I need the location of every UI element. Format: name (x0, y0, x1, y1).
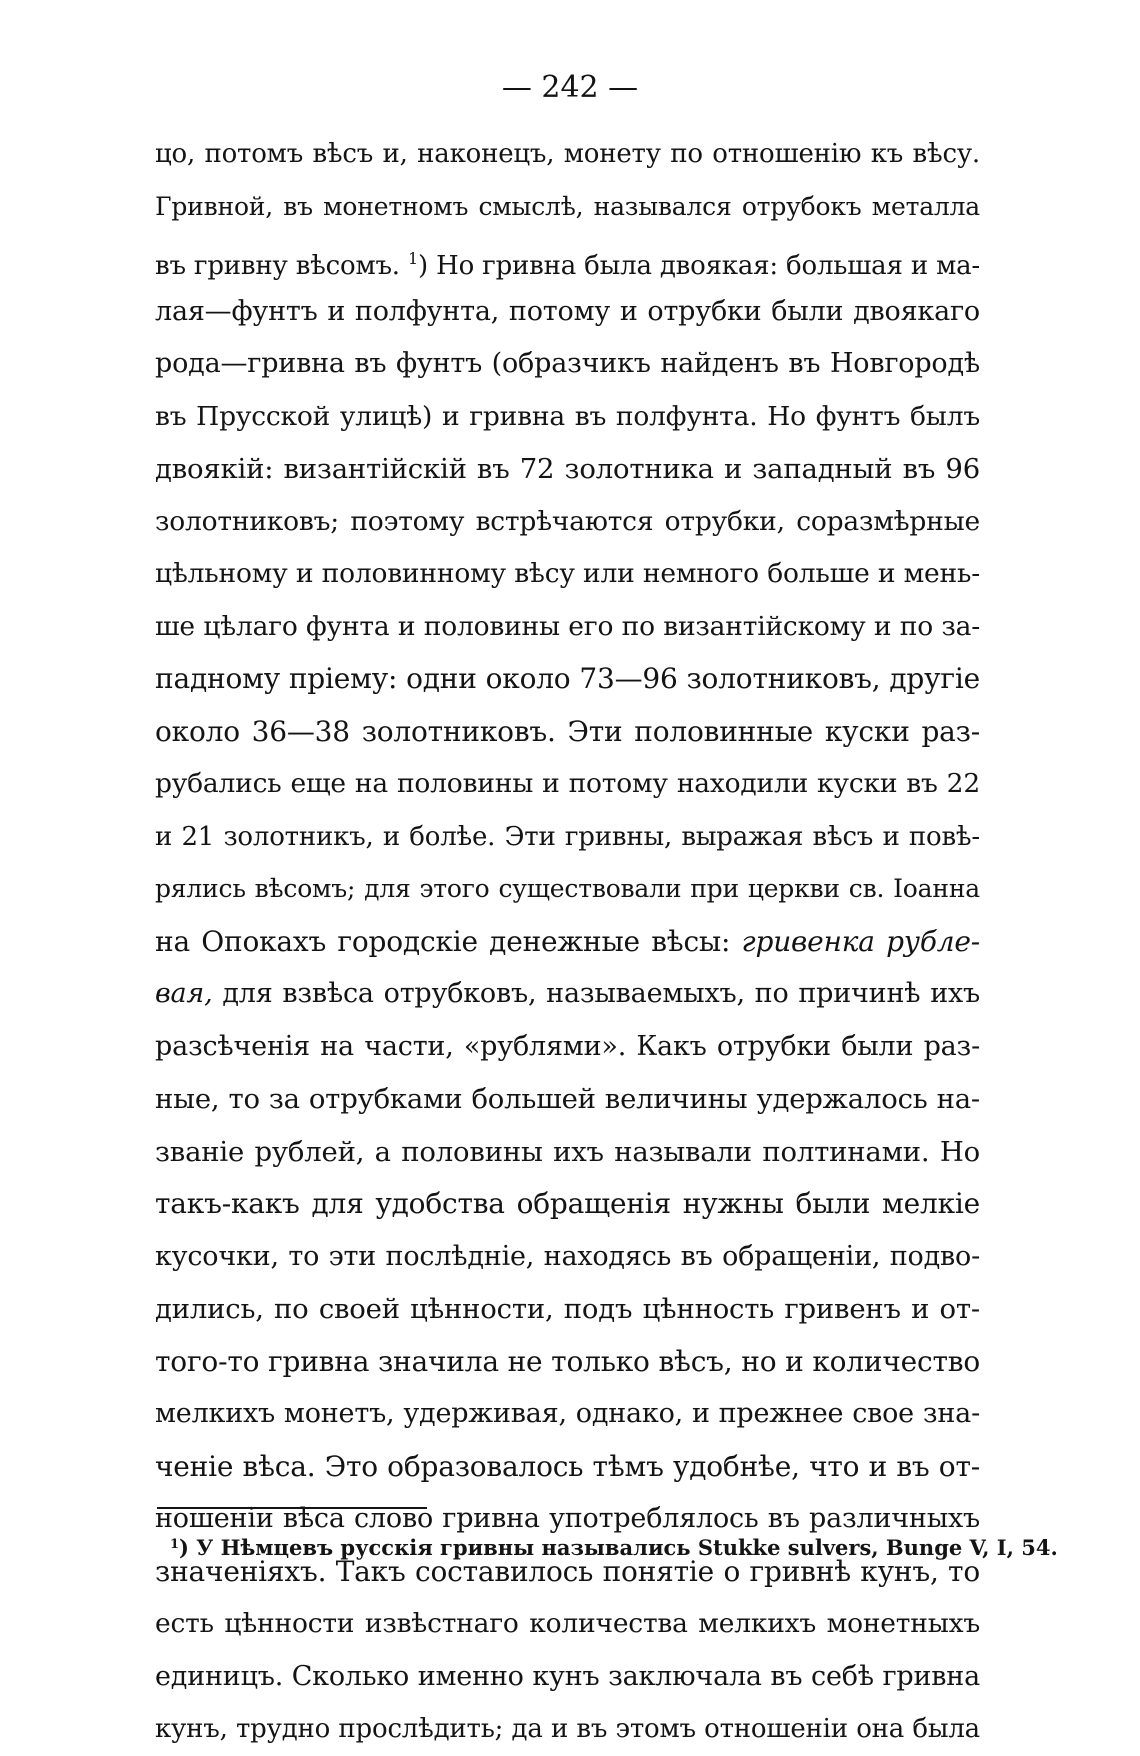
text-line: ношеніи вѣса слово гривна употреблялось въ различныхъ (155, 1503, 980, 1534)
text-line: рубались еще на половины и потому находили куски въ 22 (155, 768, 980, 799)
text-line: Гривной, въ монетномъ смыслѣ, назывался отрубокъ металла (155, 191, 980, 221)
text-line: золотниковъ; поэтому встрѣчаются отрубки, соразмѣрные (155, 505, 980, 537)
text-segment: въ гривну вѣсомъ. (155, 251, 400, 281)
text-line: лая—фунтъ и полфунта, потому и отрубки были двоякаго (155, 295, 980, 327)
text-segment: на Опокахъ городскіе денежные вѣсы: (155, 924, 731, 958)
footnote-text: У Нѣмцевъ русскія гривны назывались Stukke sulvers, Bunge V, I, 54. (196, 1535, 1058, 1560)
text-line: того-то гривна значила не только вѣсъ, но и количество (155, 1344, 980, 1378)
footnote-reference: 1 (408, 249, 419, 268)
text-line: въ Прусской улицѣ) и гривна въ полфунта. Но фунтъ былъ (155, 400, 980, 432)
text-line: есть цѣнности извѣстнаго количества мелкихъ монетныхъ (155, 1608, 980, 1639)
footnote-divider (157, 1507, 427, 1509)
text-line: разсѣченія на части, «рублями». Какъ отрубки были раз- (155, 1030, 980, 1062)
text-line: такъ-какъ для удобства обращенія нужны были мелкіе (155, 1187, 980, 1220)
text-line: ные, то за отрубками большей величины удержалось на- (155, 1083, 980, 1115)
text-segment: для взвѣса отрубковъ, называемыхъ, по причинѣ ихъ (222, 978, 980, 1009)
footnote-marker: 1 (170, 1537, 180, 1552)
text-line: званіе рублей, а половины ихъ называли полтинами. Но (155, 1135, 980, 1168)
text-line: ше цѣлаго фунта и половины его по византійскому и по за- (155, 610, 980, 642)
text-line: цѣльному и половинному вѣсу или немного больше и мень- (155, 558, 980, 589)
text-line: въ гривну вѣсомъ. $^1$) Но гривна была двоякая: большая и ма- (155, 249, 980, 281)
italic-term: вая, (155, 978, 213, 1009)
text-line (155, 968, 980, 1021)
text-line: ченіе вѣса. Это образовалось тѣмъ удобнѣе, что и въ от- (155, 1449, 980, 1483)
text-line: мелкихъ монетъ, удерживая, однако, и прежнее свое зна- (155, 1398, 980, 1429)
text-line: кусочки, то эти послѣдніе, находясь въ обращеніи, подво- (155, 1240, 980, 1272)
text-line: падному пріему: одни около 73—96 золотниковъ, другіе (155, 662, 980, 695)
text-line: рялись вѣсомъ; для этого существовали при церкви св. Іоанна (155, 874, 980, 903)
text-line: дились, по своей цѣнности, подъ цѣнность гривенъ и от- (155, 1293, 980, 1325)
text-line: значеніяхъ. Такъ составилось понятіе о гривнѣ кунъ, то (155, 1554, 980, 1588)
text-line: рода—гривна въ фунтъ (образчикъ найденъ въ Новгородѣ (155, 348, 980, 379)
text-line: кунъ, трудно прослѣдить; да и въ этомъ отношеніи она была (155, 1714, 980, 1744)
text-line: около 36—38 золотниковъ. Эти половинные куски раз- (155, 714, 980, 748)
text-line (155, 916, 980, 969)
italic-term: гривенка рубле- (741, 924, 980, 958)
page-number: — 242 — (501, 70, 639, 105)
text-line: двоякій: византійскій въ 72 золотника и западный въ 96 (155, 453, 980, 485)
text-line: единицъ. Сколько именно кунъ заключала въ себѣ гривна (155, 1660, 980, 1692)
main-text (155, 128, 980, 1756)
text-line: цо, потомъ вѣсъ и, наконецъ, монету по отношенію къ вѣсу. (155, 139, 980, 169)
text-segment: Но гривна была двоякая: большая и ма- (436, 251, 980, 281)
text-line: и 21 золотникъ, и болѣе. Эти гривны, выражая вѣсъ и повѣ- (155, 821, 980, 852)
footnote: $^1$) У Нѣмцевъ русскія гривны назывались Stukke sulvers, Bunge V, I, 54. (170, 1535, 1058, 1560)
